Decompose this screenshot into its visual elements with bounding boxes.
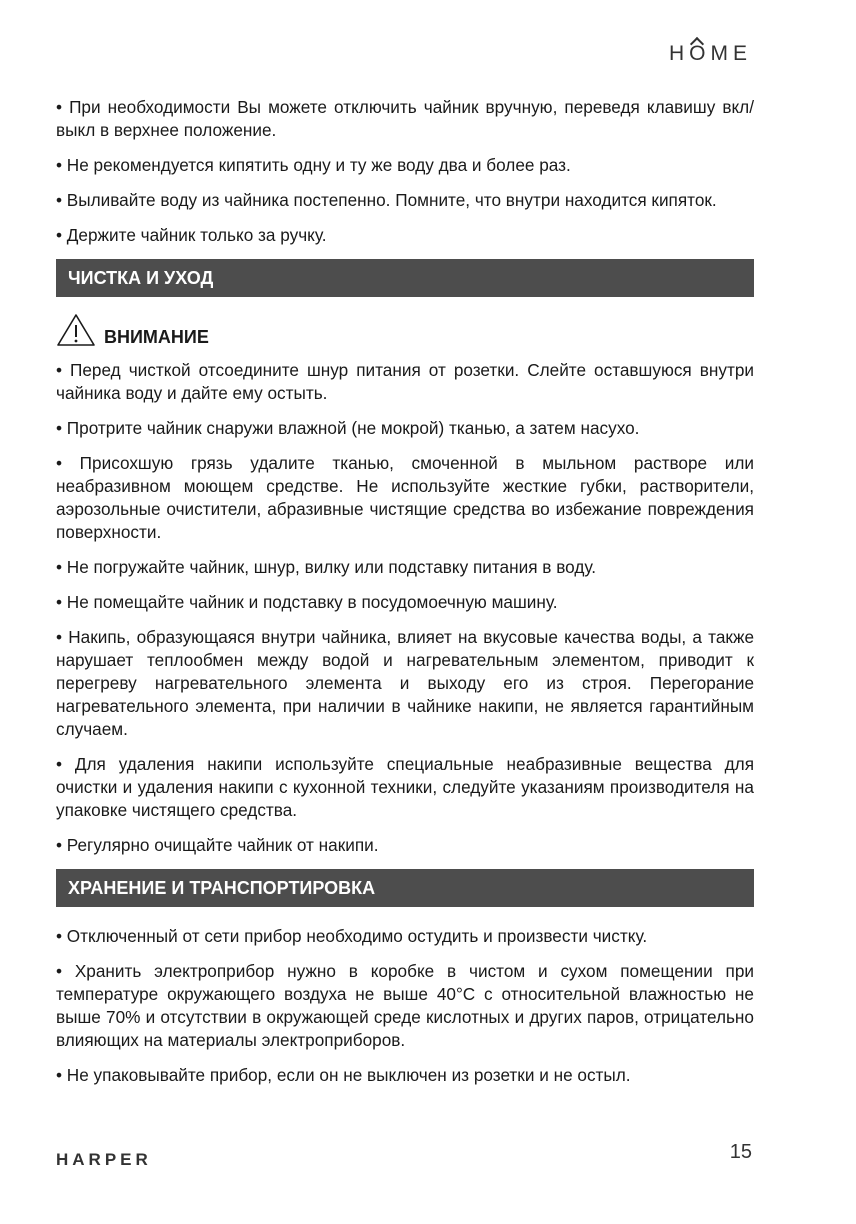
- storage-item: • Не упаковывайте прибор, если он не выключен из розетки и не остыл.: [56, 1065, 631, 1085]
- warning-heading: [56, 315, 754, 347]
- page-number: 15: [729, 1141, 752, 1163]
- brand-letter-h: H: [668, 42, 690, 65]
- footer-brand-logo: HARPER: [56, 1150, 152, 1169]
- intro-item: • Держите чайник только за ручку.: [56, 225, 327, 245]
- cleaning-item: • Накипь, образующаяся внутри чайника, влияет на вкусовые качества воды, а также нарушает теплообмен между водой и нагревательным элементом, приводит к перегреву нагревательного элемента и выходу его из строя. Перегорание нагревательного элемента, при наличии в чайнике накипи, не является гарантийным случаем.: [56, 627, 754, 739]
- brand-logo-home: [669, 42, 752, 66]
- brand-letters-me: ME: [710, 42, 752, 65]
- warning-triangle-icon: [56, 313, 96, 347]
- intro-item: • Не рекомендуется кипятить одну и ту же воду два и более раз.: [56, 155, 571, 175]
- cleaning-item: • Протрите чайник снаружи влажной (не мокрой) тканью, а затем насухо.: [56, 418, 640, 438]
- brand-letter-o-roof: O: [689, 42, 711, 65]
- storage-item: • Хранить электроприбор нужно в коробке в чистом и сухом помещении при температуре окружающего воздуха не выше 40°С с относительной влажностью не выше 70% и отсутствии в окружающей среде кислотных и других паров, отрицательно влияющих на материалы электроприборов.: [56, 961, 754, 1050]
- cleaning-item: • Для удаления накипи используйте специальные неабразивные вещества для очистки и удаления накипи с кухонной техники, следуйте указаниям производителя на упаковке чистящего средства.: [56, 754, 754, 820]
- intro-item: • При необходимости Вы можете отключить чайник вручную, переведя клавишу вкл/выкл в верхнее положение.: [56, 97, 754, 140]
- section-header-cleaning: ЧИСТКА И УХОД: [56, 259, 754, 297]
- page-content: [56, 96, 754, 1099]
- cleaning-item: • Присохшую грязь удалите тканью, смоченной в мыльном растворе или неабразивном моющем средстве. Не используйте жесткие губки, растворители, аэрозольные очистители, абразивные чистящие средства во избежание повреждения поверхности.: [56, 453, 754, 542]
- cleaning-item: • Не помещайте чайник и подставку в посудомоечную машину.: [56, 592, 558, 612]
- storage-item: • Отключенный от сети прибор необходимо остудить и произвести чистку.: [56, 926, 648, 946]
- section-header-storage: ХРАНЕНИЕ И ТРАНСПОРТИРОВКА: [56, 869, 754, 907]
- warning-label: ВНИМАНИЕ: [104, 327, 209, 347]
- cleaning-item: • Регулярно очищайте чайник от накипи.: [56, 835, 379, 855]
- cleaning-item: • Перед чисткой отсоедините шнур питания от розетки. Слейте оставшуюся внутри чайника воду и дайте ему остыть.: [56, 360, 754, 403]
- intro-item: • Выливайте воду из чайника постепенно. Помните, что внутри находится кипяток.: [56, 190, 717, 210]
- cleaning-item: • Не погружайте чайник, шнур, вилку или подставку питания в воду.: [56, 557, 596, 577]
